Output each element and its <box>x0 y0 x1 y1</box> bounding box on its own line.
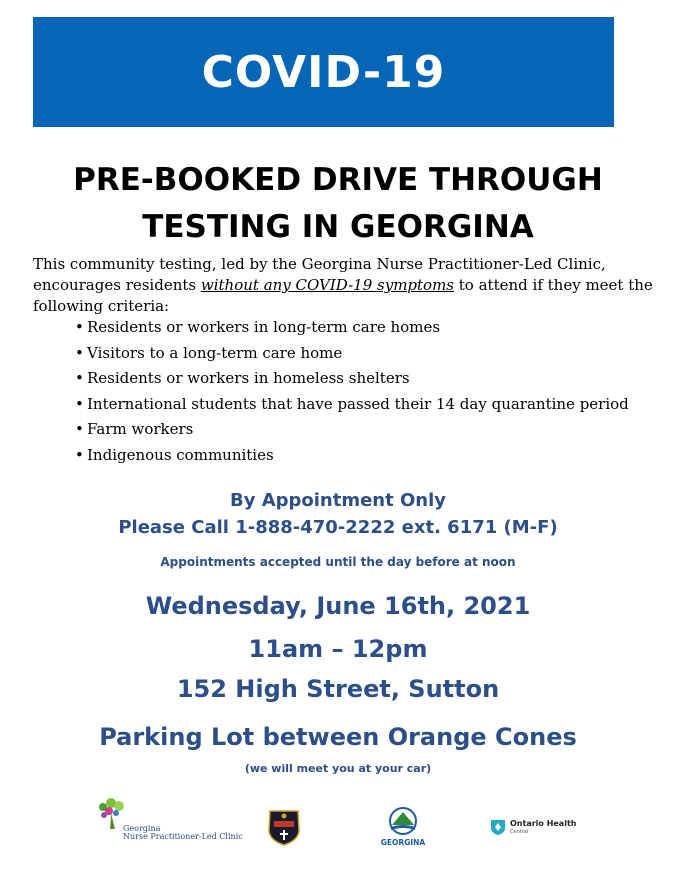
criteria-text: Farm workers <box>87 420 194 439</box>
bullet-icon: • <box>75 369 84 388</box>
criteria-text: Residents or workers in long-term care homes <box>87 318 441 336</box>
paramedic-services-logo <box>266 808 302 846</box>
criteria-text: Indigenous communities <box>87 445 274 464</box>
criteria-text: International students that have passed their 14 day quarantine period <box>87 394 629 413</box>
appointment-only: By Appointment Only <box>229 490 447 511</box>
criteria-text: Visitors to a long-term care home <box>87 343 343 362</box>
list-item <box>75 417 629 443</box>
criteria-text: Residents or workers in homeless shelters <box>87 369 410 388</box>
ontario-health-region: Central <box>510 829 529 835</box>
intro-emphasis: without any COVID-19 symptoms <box>200 276 455 294</box>
nurse-clinic-subtitle: Nurse Practitioner-Led Clinic <box>123 832 243 841</box>
appointment-note: Appointments accepted until the day before at noon <box>160 555 516 569</box>
event-date: Wednesday, June 16th, 2021 <box>145 592 531 620</box>
nurse-clinic-logo <box>95 795 243 845</box>
criteria-list <box>75 315 629 469</box>
ontario-trillium-icon <box>490 818 506 836</box>
page-title <box>0 157 676 251</box>
banner-title: COVID-19 <box>201 46 446 98</box>
georgina-wordmark: GEORGINA <box>380 838 426 847</box>
event-note: (we will meet you at your car) <box>244 762 432 775</box>
event-address: 152 High Street, Sutton <box>176 675 500 703</box>
bullet-icon: • <box>75 343 84 362</box>
list-item <box>75 443 629 469</box>
covid-banner <box>33 17 614 127</box>
bullet-icon: • <box>75 445 84 464</box>
ontario-health-logo <box>490 818 580 838</box>
event-location: Parking Lot between Orange Cones <box>99 723 577 751</box>
list-item <box>75 392 629 418</box>
intro-part-1: This community testing, led by the Georgina Nurse Practitioner-Led Clinic, encourages residents <box>33 255 606 294</box>
ontario-health-name: Ontario Health <box>510 819 577 828</box>
intro-paragraph <box>33 254 653 317</box>
nurse-clinic-name: Georgina <box>123 824 161 833</box>
title-line-1: PRE-BOOKED DRIVE THROUGH <box>73 162 603 198</box>
bullet-icon: • <box>75 420 84 439</box>
phone-number: Please Call 1-888-470-2222 ext. 6171 (M-F) <box>118 517 558 538</box>
intro-part-2: to attend if they meet the following criteria: <box>33 276 653 315</box>
georgina-emblem-icon <box>383 806 423 838</box>
event-time: 11am – 12pm <box>248 635 428 663</box>
georgina-logo <box>380 806 426 850</box>
list-item <box>75 366 629 392</box>
title-line-2: TESTING IN GEORGINA <box>142 209 534 245</box>
paramedic-badge-icon <box>266 808 302 846</box>
list-item <box>75 341 629 367</box>
bullet-icon: • <box>75 394 84 413</box>
list-item <box>75 315 629 341</box>
bullet-icon: • <box>75 318 84 336</box>
